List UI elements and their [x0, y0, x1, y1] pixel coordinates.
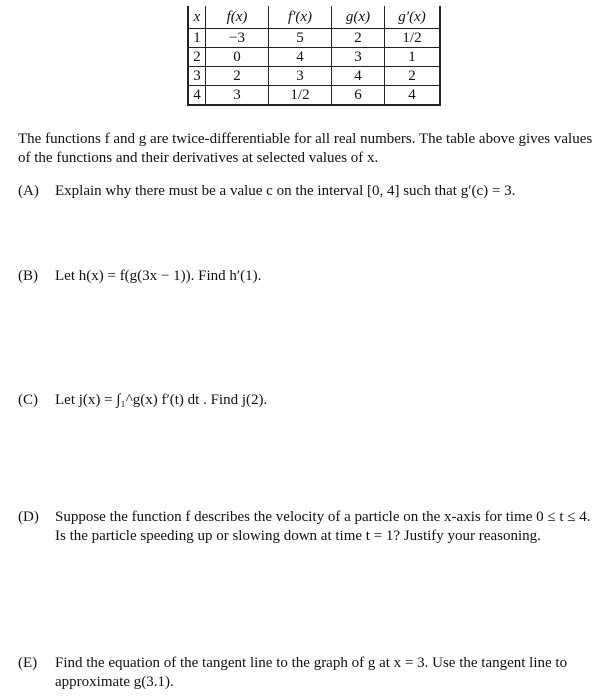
question-c	[18, 391, 268, 410]
table-row	[188, 29, 440, 48]
cell: 4	[332, 67, 385, 86]
question-text: Suppose the function f describes the velocity of a particle on the x-axis for time 0 ≤ t ≤ 4. Is the particle speeding up or slowing down at time t = 1? Justify your reasoning.	[55, 509, 591, 544]
question-label: (E)	[18, 655, 38, 671]
question-text: Let j(x) = ∫₁^g(x) f′(t) dt . Find j(2).	[55, 392, 268, 408]
cell: 4	[269, 48, 332, 67]
question-text: Find the equation of the tangent line to the graph of g at x = 3. Use the tangent line to approximate g(3.1).	[55, 655, 568, 690]
cell: 3	[188, 67, 206, 86]
question-text: Explain why there must be a value c on the interval [0, 4] such that g′(c) = 3.	[55, 183, 516, 199]
cell: 4	[188, 86, 206, 106]
header-fx: f(x)	[206, 6, 269, 29]
values-table	[187, 6, 441, 106]
cell: 2	[188, 48, 206, 67]
cell: 3	[332, 48, 385, 67]
header-gpx: g′(x)	[385, 6, 441, 29]
question-d	[18, 508, 591, 544]
header-gx: g(x)	[332, 6, 385, 29]
question-label: (C)	[18, 392, 38, 408]
intro-paragraph: The functions f and g are twice-differentiable for all real numbers. The table above gives values of the functions and their derivatives at selected values of x.	[18, 131, 593, 166]
question-e	[18, 654, 568, 690]
header-fpx: f′(x)	[269, 6, 332, 29]
cell: −3	[206, 29, 269, 48]
cell: 5	[269, 29, 332, 48]
table-row	[188, 86, 440, 106]
cell: 2	[206, 67, 269, 86]
question-label: (A)	[18, 183, 39, 199]
header-x: x	[188, 6, 206, 29]
question-label: (D)	[18, 509, 39, 525]
cell: 2	[385, 67, 441, 86]
cell: 1	[385, 48, 441, 67]
cell: 2	[332, 29, 385, 48]
question-a	[18, 182, 516, 201]
question-text: Let h(x) = f(g(3x − 1)). Find h′(1).	[55, 268, 262, 284]
table-row	[188, 67, 440, 86]
cell: 3	[206, 86, 269, 106]
table-header-row	[188, 6, 440, 29]
cell: 6	[332, 86, 385, 106]
cell: 1/2	[385, 29, 441, 48]
cell: 1	[188, 29, 206, 48]
cell: 4	[385, 86, 441, 106]
cell: 0	[206, 48, 269, 67]
cell: 3	[269, 67, 332, 86]
question-b	[18, 267, 262, 286]
cell: 1/2	[269, 86, 332, 106]
table-row	[188, 48, 440, 67]
question-label: (B)	[18, 268, 38, 284]
